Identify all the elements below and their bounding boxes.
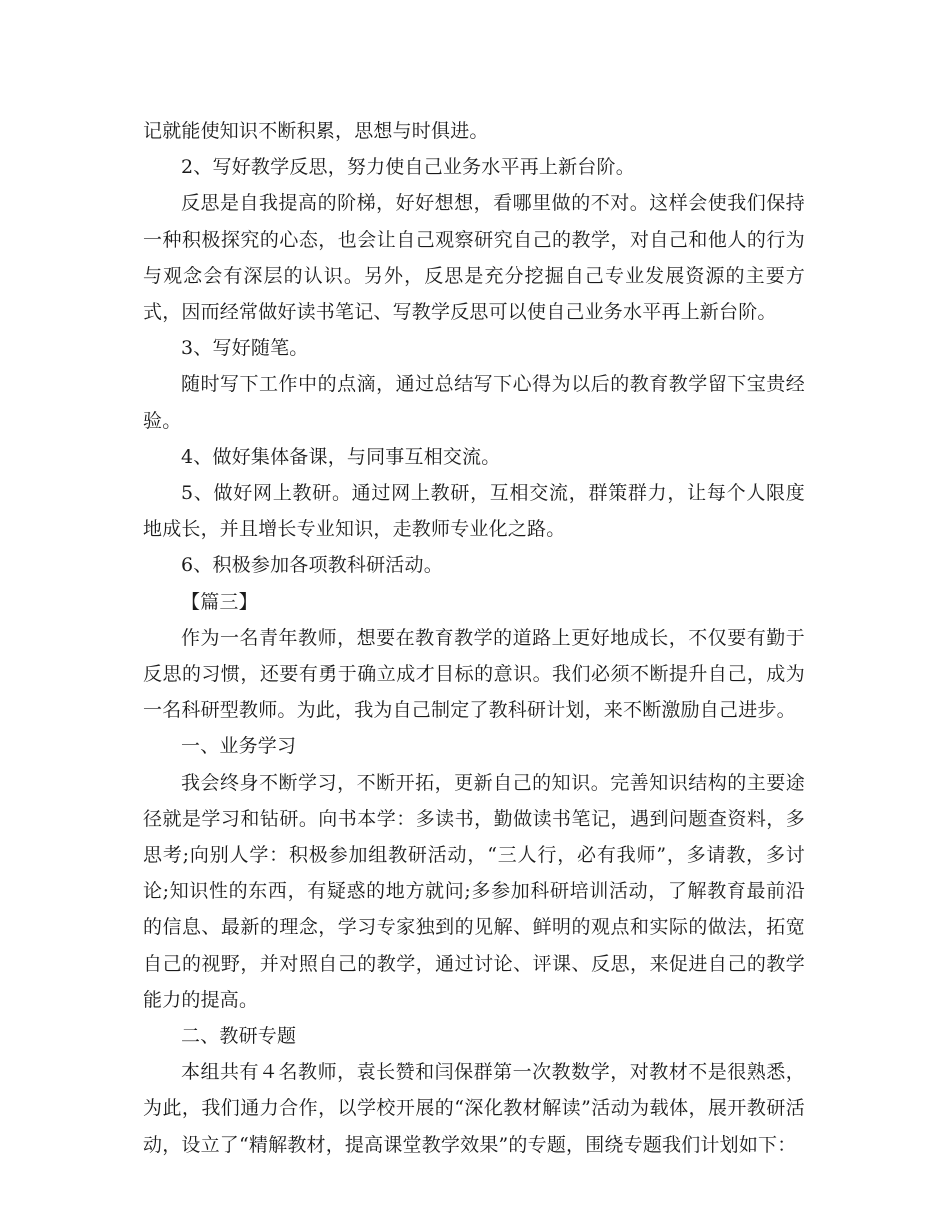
section-title-part-three: 【篇三】: [181, 590, 258, 613]
section-heading-research: 二、教研专题: [181, 1025, 297, 1048]
paragraph-study: 我会终身不断学习，不断开拓，更新自己的知识。完善知识结构的主要途径就是学习和钻研。向书本学：多读书，勤做读书笔记，遇到问题查资料，多思考;向别人学：积极参加组教研活动，“三人行，必有我师”，多请教，多讨论;知识性的东西，有疑惑的地方就问;多参加科研培训活动，了解教育最前沿的信息、最新的理念，学习专家独到的见解、鲜明的观点和实际的做法，拓宽自己的视野，并对照自己的教学，通过讨论、评课、反思，来促进自己的教学能力的提高。: [143, 771, 805, 1011]
item-2-heading: 2、写好教学反思，努力使自己业务水平再上新台阶。: [181, 156, 635, 179]
paragraph-essay: 随时写下工作中的点滴，通过总结写下心得为以后的教育教学留下宝贵经验。: [143, 373, 805, 432]
item-4-heading: 4、做好集体备课，与同事互相交流。: [181, 445, 501, 468]
item-6-heading: 6、积极参加各项教科研活动。: [181, 554, 443, 577]
item-5-paragraph: 5、做好网上教研。通过网上教研，互相交流，群策群力，让每个人限度地成长，并且增长专业知识，走教师专业化之路。: [143, 482, 805, 541]
item-3-heading: 3、写好随笔。: [181, 337, 309, 360]
paragraph-research: 本组共有４名教师，袁长赞和闫保群第一次教数学，对教材不是很熟悉，为此，我们通力合作，以学校开展的“深化教材解读”活动为载体，展开教研活动，设立了“精解教材，提高课堂教学效果”的专题，围绕专题我们计划如下：: [143, 1061, 805, 1156]
paragraph-reflection: 反思是自我提高的阶梯，好好想想，看哪里做的不对。这样会使我们保持一种积极探究的心态，也会让自己观察研究自己的教学，对自己和他人的行为与观念会有深层的认识。另外，反思是充分挖掘自己专业发展资源的主要方式，因而经常做好读书笔记、写教学反思可以使自己业务水平再上新台阶。: [143, 192, 805, 324]
paragraph-1: 记就能使知识不断积累，思想与时俱进。: [143, 120, 489, 142]
document-body: [143, 113, 805, 1163]
paragraph-intro: 作为一名青年教师，想要在教育教学的道路上更好地成长，不仅要有勤于反思的习惯，还要有勇于确立成才目标的意识。我们必须不断提升自己，成为一名科研型教师。为此，我为自己制定了教科研计划，来不断激励自己进步。: [143, 626, 805, 722]
section-heading-study: 一、业务学习: [181, 735, 297, 758]
